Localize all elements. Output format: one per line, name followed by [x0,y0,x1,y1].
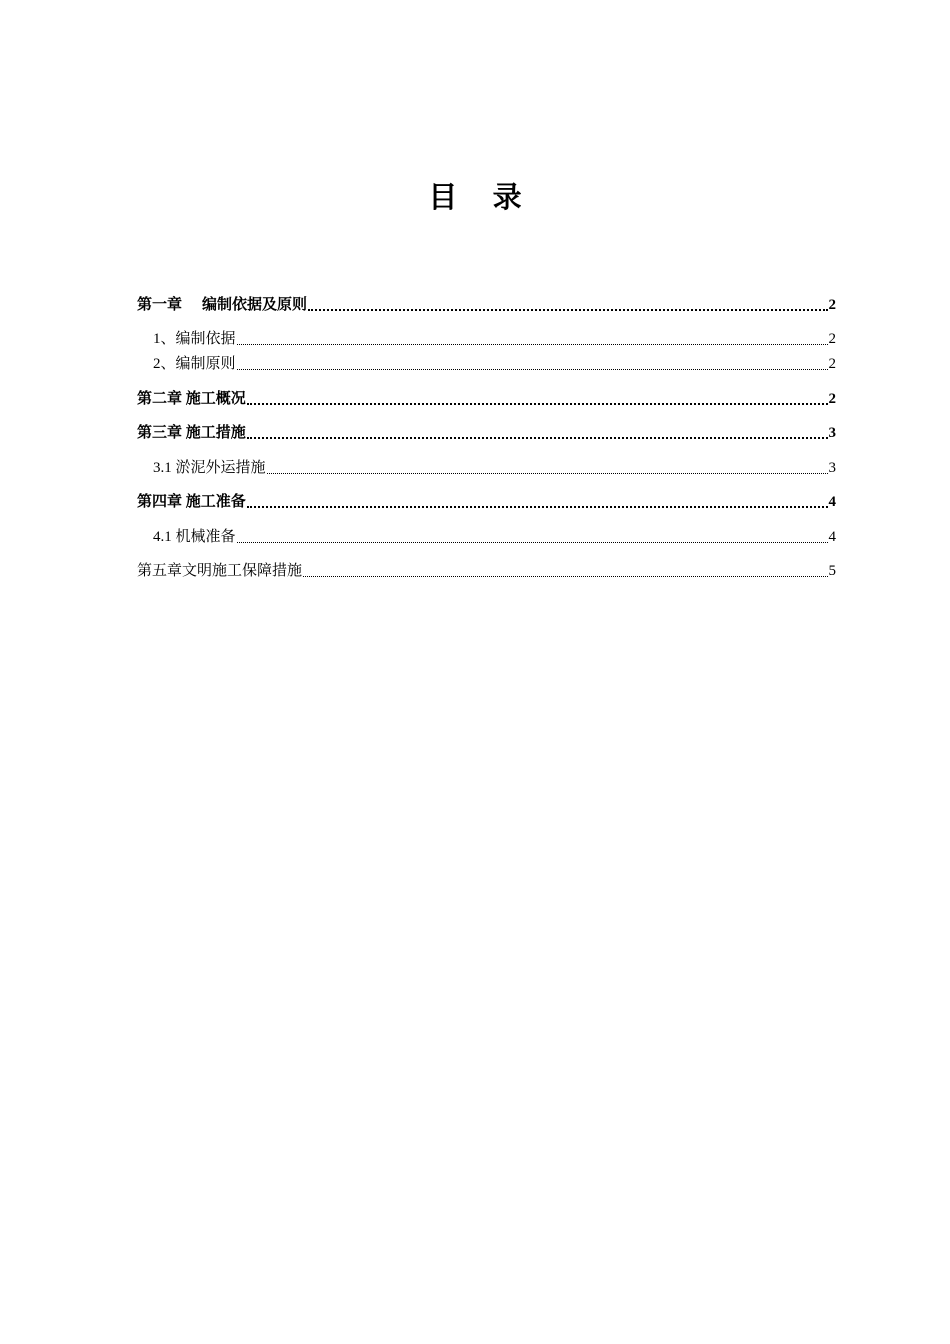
toc-entry-label: 第二章 施工概况 [137,391,246,407]
toc-entry-3-1[interactable] [137,458,836,478]
dot-leader [247,437,828,439]
dot-leader [308,309,827,311]
toc-entry-label: 3.1 淤泥外运措施 [153,460,266,476]
toc-entry-label: 第四章 施工准备 [137,494,246,510]
toc-chapter-number: 第一章 [137,297,183,313]
toc-page-number: 3 [828,460,836,476]
dot-leader [237,344,828,345]
toc-page-number: 2 [828,391,836,407]
dot-leader [247,403,828,405]
toc-page-number: 4 [828,529,836,545]
toc-page-number: 4 [828,494,836,510]
dot-leader [237,369,828,370]
toc-entry-chapter-5[interactable] [137,561,836,581]
page-title: 目 录 [428,182,536,214]
toc-entry-chapter-4[interactable] [137,492,836,512]
toc-page-number: 3 [828,425,836,441]
dot-leader [237,542,828,543]
toc-page-number: 2 [828,356,836,372]
toc-entry-label: 第五章文明施工保障措施 [137,563,303,579]
toc-entry-chapter-2[interactable] [137,389,836,409]
dot-leader [267,473,828,474]
toc-entry-label: 4.1 机械准备 [153,529,236,545]
toc-page-number: 5 [828,563,836,579]
toc-entry-1-2[interactable] [137,354,836,374]
toc-page-number: 2 [828,331,836,347]
dot-leader [303,576,827,577]
toc-entry-label: 1、编制依据 [153,331,236,347]
toc-page-number: 2 [828,297,836,313]
toc-entry-chapter-1[interactable] [137,295,836,315]
toc-entry-4-1[interactable] [137,527,836,547]
toc-entry-label: 第三章 施工措施 [137,425,246,441]
dot-leader [247,506,828,508]
toc-entry-1-1[interactable] [137,329,836,349]
toc-entry-chapter-3[interactable] [137,423,836,443]
toc-entry-label: 编制依据及原则 [202,297,308,313]
toc-entry-label: 2、编制原则 [153,356,236,372]
